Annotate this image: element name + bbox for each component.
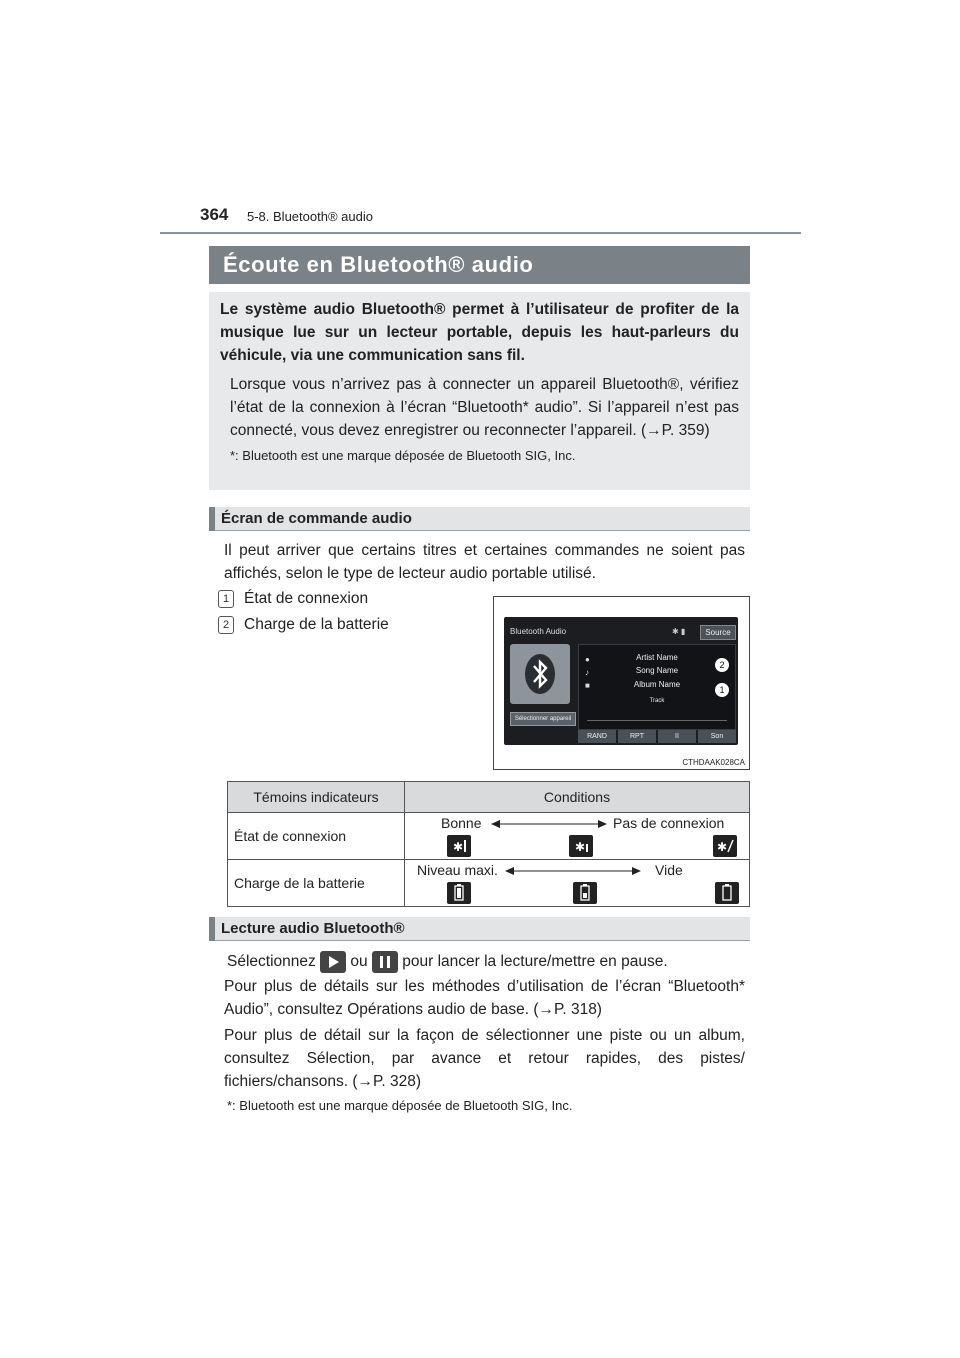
- legend-item-2: [218, 616, 389, 634]
- intro-bold-text: Le système audio Bluetooth® permet à l’utilisateur de profiter de la musique lue sur un lecteur portable, depuis les haut-parleurs du véhicule, via une communication sans fil.: [220, 301, 739, 364]
- track-label: Track: [649, 698, 665, 704]
- bt-medium-icon: [569, 835, 593, 857]
- svg-text:✱: ✱: [574, 840, 585, 854]
- bt-none-icon: [713, 835, 737, 857]
- table-header-conditions: Conditions: [405, 782, 750, 813]
- svg-text:✱: ✱: [453, 840, 464, 854]
- callout-number-1: 1: [218, 590, 234, 608]
- indicator-table: [227, 781, 750, 907]
- screen-title: Bluetooth Audio: [510, 627, 567, 636]
- rand-button[interactable]: RAND: [578, 730, 616, 743]
- scale-arrow-icon: [491, 817, 607, 831]
- battery-scale-cell: [405, 860, 750, 907]
- audio-screen: [504, 617, 738, 745]
- table-header-indicators: Témoins indicateurs: [228, 782, 405, 813]
- artist-name: Artist Name: [636, 653, 678, 662]
- row-label-battery: Charge de la batterie: [228, 860, 405, 907]
- legend-label-2: Charge de la batterie: [244, 616, 389, 634]
- table-header-row: [228, 782, 750, 813]
- song-name: Song Name: [635, 666, 679, 675]
- control-bar: [578, 730, 736, 743]
- table-row: [228, 813, 750, 860]
- callout-badge-1: 1: [715, 683, 729, 697]
- scale-left-max: Niveau maxi.: [417, 862, 498, 878]
- bt-good-icon: [447, 835, 471, 857]
- control-paragraph: Il peut arriver que certains titres et certaines commandes ne soient pas affichés, selon le type de lecteur audio portable utilisé.: [224, 542, 745, 582]
- legend-label-1: État de connexion: [244, 590, 369, 608]
- svg-text:✱: ✱: [716, 840, 727, 854]
- track-info-panel: [578, 644, 736, 730]
- rpt-button[interactable]: RPT: [618, 730, 656, 743]
- pause-button[interactable]: II: [658, 730, 696, 743]
- section-heading-control: Écran de commande audio: [209, 507, 750, 531]
- battery-full-icon: [447, 882, 471, 904]
- progress-bar: [587, 720, 727, 721]
- intro-body-text: Lorsque vous n’arrivez pas à connecter un appareil Bluetooth®, vérifiez l’état de la connexion à l’écran “Bluetooth* audio”. Si l’appareil n’est pas connecté, vous devez enregistrer ou reconnecter l’appareil. (→P. 359): [230, 376, 739, 439]
- callout-number-2: 2: [218, 616, 234, 634]
- album-icon: ■: [585, 681, 590, 690]
- chapter-banner: Écoute en Bluetooth® audio: [209, 246, 750, 284]
- select-suffix: pour lancer la lecture/mettre en pause.: [402, 953, 668, 970]
- table-row: [228, 860, 750, 907]
- battery-empty-icon: [715, 882, 739, 904]
- intro-box: [209, 292, 750, 490]
- note-icon: ♪: [585, 668, 589, 677]
- playback-paragraph-3: Pour plus de détail sur la façon de sélectionner une piste ou un album, consultez Sélection, par avance et retour rapides, des pistes/ fichiers/chansons. (→P. 328): [224, 1027, 745, 1090]
- bluetooth-large-icon: [510, 644, 570, 704]
- select-or: ou: [350, 953, 368, 970]
- battery-arrow-icon: [505, 864, 641, 878]
- play-icon: [320, 951, 346, 973]
- battery-half-icon: [573, 882, 597, 904]
- section-heading-playback: Lecture audio Bluetooth®: [209, 917, 750, 941]
- playback-footnote: *: Bluetooth est une marque déposée de Bluetooth SIG, Inc.: [227, 1098, 573, 1113]
- connection-scale-cell: [405, 813, 750, 860]
- album-name: Album Name: [633, 680, 681, 689]
- row-label-connection: État de connexion: [228, 813, 405, 860]
- bluetooth-tile: [510, 644, 570, 704]
- playback-paragraph-2: Pour plus de détails sur les méthodes d’utilisation de l’écran “Bluetooth* Audio”, consultez Opérations audio de base. (→P. 318): [224, 978, 745, 1018]
- header-rule: [160, 232, 801, 234]
- section-reference: 5-8. Bluetooth® audio: [247, 209, 373, 224]
- intro-footnote: *: Bluetooth est une marque déposée de Bluetooth SIG, Inc.: [230, 448, 576, 463]
- person-icon: ●: [585, 655, 590, 664]
- scale-right-empty: Vide: [655, 862, 683, 878]
- pause-icon: [372, 951, 398, 973]
- figure-code: CTHDAAK028CA: [682, 758, 745, 767]
- source-button[interactable]: Source: [700, 625, 736, 640]
- legend-item-1: [218, 590, 368, 608]
- page-number: 364: [200, 205, 229, 224]
- select-prefix: Sélectionnez: [227, 953, 316, 970]
- callout-badge-2: 2: [715, 658, 729, 672]
- select-instruction: [227, 950, 747, 973]
- select-device-button[interactable]: Sélectionner appareil: [510, 712, 576, 726]
- scale-right-none: Pas de connexion: [613, 815, 725, 831]
- bluetooth-status-icon: ✱ ▮: [672, 627, 686, 636]
- son-button[interactable]: Son: [698, 730, 736, 743]
- scale-left-good: Bonne: [441, 815, 482, 831]
